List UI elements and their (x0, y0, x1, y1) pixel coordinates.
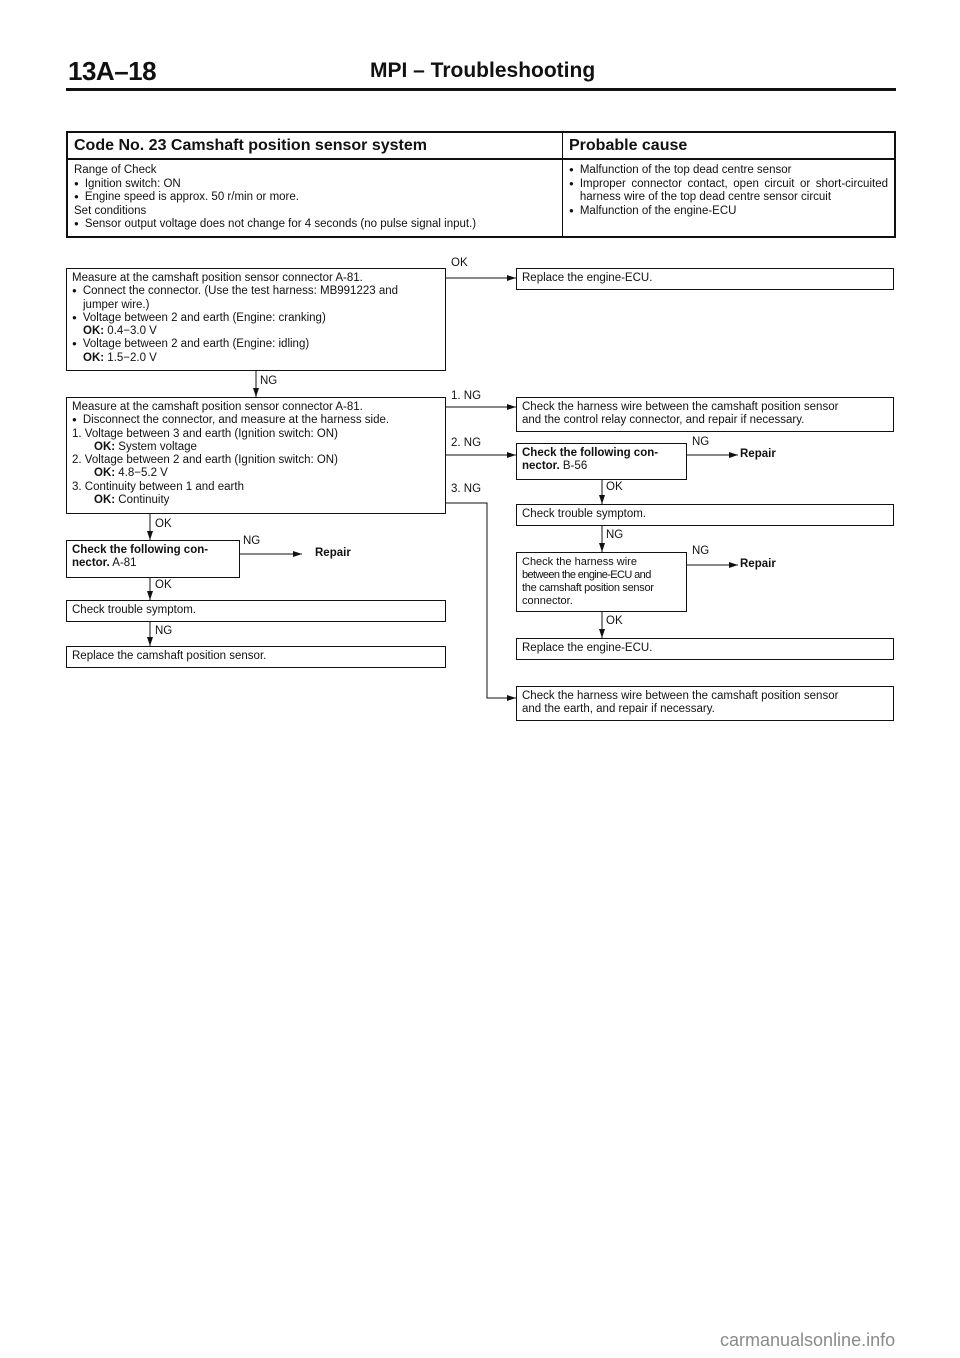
check-symptom-left-box (66, 600, 446, 622)
label-ok: OK (451, 257, 468, 269)
cause-heading: Probable cause (563, 132, 896, 159)
step1-ok-line (72, 325, 440, 338)
ok-value: 4.8−5.2 V (118, 467, 168, 480)
connector-word: nector. (522, 460, 560, 473)
check-harness-relay-box (516, 397, 894, 432)
ok-label: OK: (94, 467, 116, 480)
label-ng: NG (260, 375, 278, 387)
step2-ok-line (72, 494, 440, 507)
replace-ecu-text: Replace the engine-ECU. (522, 642, 653, 654)
connector-id: A-81 (112, 557, 137, 570)
label-ng: NG (243, 535, 261, 547)
ok-label: OK: (83, 325, 105, 338)
replace-sensor-box (66, 646, 446, 668)
harness-ecu-line: between the engine-ECU and (522, 569, 651, 581)
check-symptom-text: Check trouble symptom. (72, 604, 196, 616)
ok-label: OK: (94, 494, 116, 507)
step1-bullet: ● Connect the connector. (Use the test harness: MB991223 and (72, 285, 440, 298)
step2-ok-line (72, 467, 440, 480)
check-symptom-right-box (516, 504, 894, 526)
step2-ok-line (72, 441, 440, 454)
watermark: carmanualsonline.info (720, 1330, 896, 1350)
ok-value: System voltage (118, 440, 197, 453)
label-ng-3: 3. NG (451, 483, 482, 495)
page-title: MPI – Troubleshooting (370, 59, 596, 82)
ok-label: OK: (83, 351, 105, 364)
harness-ecu-line: the camshaft position sensor (522, 582, 654, 594)
step1-bullet: ● Voltage between 2 and earth (Engine: cranking) (72, 312, 440, 325)
ok-value: 1.5−2.0 V (107, 351, 157, 364)
connector-id: B-56 (562, 460, 588, 473)
label-ng: NG (692, 545, 710, 557)
check-harness-ecu-box (516, 552, 687, 612)
cause-item: Improper connector contact, open circuit or short-circuited harness wire of the top dead centre sensor circuit (579, 177, 888, 204)
label-ng: NG (155, 625, 173, 637)
set-condition-item: ● Sensor output voltage does not change for 4 seconds (no pulse signal input.) (74, 218, 556, 232)
replace-sensor-text: Replace the camshaft position sensor. (72, 650, 267, 662)
replace-ecu-top-box (516, 268, 894, 290)
check-symptom-text: Check trouble symptom. (522, 508, 646, 520)
code-heading: Code No. 23 Camshaft position sensor system (67, 132, 563, 159)
label-ng: NG (692, 436, 710, 448)
check-harness-earth-box (516, 686, 894, 721)
repair-b56-label: Repair (740, 448, 776, 460)
repair-harness-ecu-label: Repair (740, 558, 776, 570)
step1-measure-box (66, 268, 446, 371)
repair-a81-label: Repair (315, 547, 351, 559)
ok-label: OK: (94, 440, 116, 453)
step2-bullet: ● Disconnect the connector, and measure at the harness side. (72, 414, 440, 427)
step2-item: 2. Voltage between 2 and earth (Ignition switch: ON) (72, 454, 338, 467)
harness-relay-line: Check the harness wire between the camshaft position sensor (522, 401, 839, 413)
range-heading: Range of Check (74, 164, 157, 176)
harness-relay-line: and the control relay connector, and repair if necessary. (522, 414, 805, 427)
label-ok: OK (606, 481, 623, 493)
harness-ecu-line: connector. (522, 595, 573, 607)
label-ng: NG (606, 529, 624, 541)
range-item: ● Ignition switch: ON (74, 178, 556, 192)
step1-ok-line (72, 352, 440, 365)
label-ok: OK (606, 615, 623, 627)
harness-earth-line: and the earth, and repair if necessary. (522, 703, 715, 716)
step1-bullet: ● Voltage between 2 and earth (Engine: idling) (72, 338, 440, 351)
page-code: 13A–18 (68, 56, 157, 86)
check-connector-label: Check the following con- (72, 544, 209, 556)
label-ok: OK (155, 579, 172, 591)
check-connector-label: Check the following con- (522, 447, 659, 459)
step2-measure-box (66, 397, 446, 514)
step1-bullet-cont: jumper wire.) (83, 298, 150, 311)
cause-item: ● Malfunction of the engine-ECU (569, 205, 888, 219)
replace-ecu-bottom-box (516, 638, 894, 660)
range-item: ● Engine speed is approx. 50 r/min or more. (74, 191, 556, 205)
ok-value: Continuity (118, 494, 170, 507)
step2-item: 3. Continuity between 1 and earth (72, 480, 244, 493)
check-connector-b56-box (516, 443, 687, 480)
connector-word: nector. (72, 557, 110, 570)
ok-value: 0.4−3.0 V (107, 325, 157, 338)
label-ok: OK (155, 518, 172, 530)
step1-title: Measure at the camshaft position sensor connector A-81. (72, 272, 363, 284)
replace-ecu-text: Replace the engine-ECU. (522, 272, 653, 284)
step2-title: Measure at the camshaft position sensor connector A-81. (72, 401, 363, 413)
arrow-step2-ng3 (446, 503, 516, 698)
harness-ecu-line: Check the harness wire (522, 556, 637, 568)
cause-item: ● Malfunction of the top dead centre sensor (569, 164, 888, 178)
set-conditions-heading: Set conditions (74, 204, 147, 217)
harness-earth-line: Check the harness wire between the camshaft position sensor (522, 690, 839, 702)
label-ng-2: 2. NG (451, 437, 482, 449)
check-connector-a81-box (66, 540, 240, 578)
step2-item: 1. Voltage between 3 and earth (Ignition switch: ON) (72, 427, 338, 440)
label-ng-1: 1. NG (451, 390, 482, 402)
